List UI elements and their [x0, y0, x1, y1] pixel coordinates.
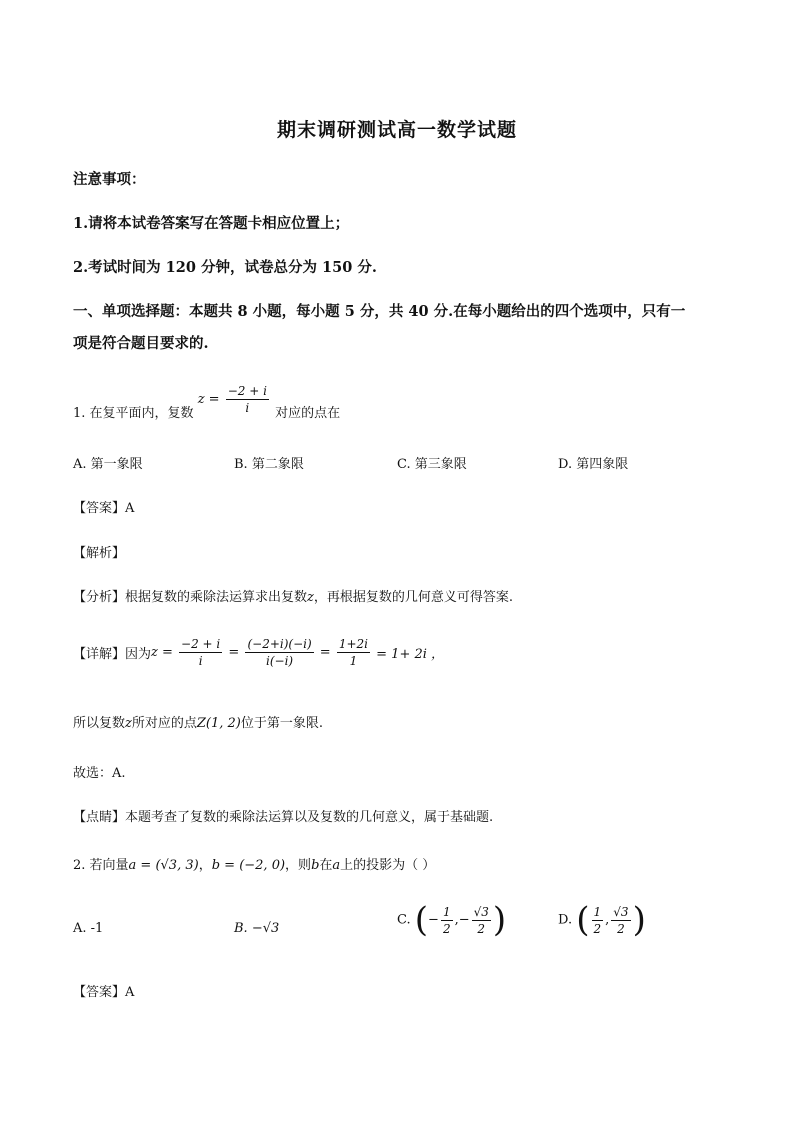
- q1-prefix: 1. 在复平面内，复数: [73, 406, 194, 421]
- detail-frac-1: [179, 636, 222, 669]
- question-1: [73, 378, 340, 421]
- q2-option-c-open-paren: (: [414, 900, 429, 940]
- q1-answer: A: [125, 501, 135, 516]
- fenxi-text-a: 根据复数的乘除法运算求出复数: [125, 590, 308, 605]
- notice-item-2: 2.考试时间为 120 分钟，试卷总分为 150 分.: [73, 259, 377, 276]
- detail-eq-2: =: [319, 645, 331, 660]
- q1-z-eq: z =: [197, 392, 220, 407]
- q1-fraction: [226, 383, 269, 416]
- q2-option-d: [558, 900, 646, 940]
- answer-tag: 【答案】: [73, 985, 126, 1000]
- detail-result: = 1+ 2i ，: [376, 647, 445, 662]
- q2-option-b: B. −√3: [234, 921, 280, 936]
- q2-option-c-comma: ,−: [454, 912, 470, 928]
- section-1-line-2: 项是符合题目要求的.: [73, 335, 209, 352]
- q2-option-d-label: D.: [558, 912, 573, 928]
- q1-fraction-num: −2 + i: [227, 384, 267, 398]
- q1-answer-line: [73, 497, 134, 516]
- notice-item-1: 1.请将本试卷答案写在答题卡相应位置上；: [73, 215, 350, 232]
- conclusion-var: z: [125, 716, 132, 731]
- detail-frac-3: [337, 636, 370, 669]
- q2-option-d-comma: ,: [605, 912, 610, 928]
- detail-frac-1-den: i: [198, 654, 203, 668]
- notice-heading: 注意事项：: [73, 171, 146, 188]
- q1-detail-line: [73, 636, 444, 669]
- q1-fenxi-line: [73, 586, 513, 605]
- q1-comment: [73, 806, 493, 825]
- q2-a: a: [332, 858, 341, 873]
- fenxi-var: z: [307, 590, 314, 605]
- question-2: [73, 854, 435, 873]
- detail-prefix: 因为: [125, 647, 152, 662]
- q1-option-d: D. 第四象限: [558, 457, 629, 472]
- q2-vec-b: b = (−2, 0): [211, 858, 286, 873]
- q1-conclusion: [73, 712, 323, 731]
- q2-option-c: [397, 900, 506, 940]
- q2-option-d-frac-1-den: 2: [593, 921, 602, 936]
- detail-frac-3-den: 1: [349, 654, 358, 668]
- q2-prefix: 2. 若向量: [73, 858, 129, 873]
- q2-option-c-frac-2: [472, 904, 491, 937]
- q1-choose: 故选：A.: [73, 766, 126, 781]
- q2-sep: ，: [198, 858, 212, 873]
- page-title: 期末调研测试高一数学试题: [276, 119, 517, 141]
- q2-option-c-frac-1: [441, 904, 453, 937]
- q2-option-d-frac-2: [611, 904, 630, 937]
- comment-text: 本题考查了复数的乘除法运算以及复数的几何意义，属于基础题.: [125, 810, 494, 825]
- q2-option-c-close-paren: ): [492, 900, 507, 940]
- q1-fraction-den: i: [245, 401, 250, 415]
- q1-analysis-tag: 【解析】: [73, 546, 126, 561]
- q2-option-d-frac-2-den: 2: [617, 921, 625, 936]
- q1-suffix: 对应的点在: [275, 406, 341, 421]
- q2-option-d-frac-2-num: √3: [613, 904, 629, 919]
- q2-option-d-open-paren: (: [576, 900, 590, 940]
- conclusion-a: 所以复数: [73, 716, 126, 731]
- q2-option-c-frac-1-den: 2: [442, 921, 451, 936]
- fenxi-text-b: ，再根据复数的几何意义可得答案.: [313, 590, 514, 605]
- comment-tag: 【点睛】: [73, 810, 126, 825]
- q2-b: b: [311, 858, 320, 873]
- detail-tag: 【详解】: [73, 647, 126, 662]
- q2-answer-line: [73, 981, 134, 1000]
- conclusion-c: 位于第一象限.: [240, 716, 324, 731]
- q2-vec-a: a = (√3, 3): [128, 858, 199, 873]
- conclusion-b: 所对应的点: [131, 716, 197, 731]
- q1-option-a: A. 第一象限: [73, 457, 143, 472]
- answer-tag: 【答案】: [73, 501, 126, 516]
- q2-option-d-frac-1: [592, 904, 604, 937]
- detail-frac-2-num: (−2+i)(−i): [247, 637, 312, 651]
- detail-z-eq: z =: [151, 645, 173, 660]
- detail-eq-1: =: [228, 645, 240, 660]
- q2-on: 在: [319, 858, 333, 873]
- detail-frac-2: [245, 636, 313, 669]
- q2-option-c-label: C.: [397, 912, 411, 928]
- detail-frac-1-num: −2 + i: [181, 637, 221, 651]
- q2-option-c-frac-1-num: 1: [442, 904, 451, 919]
- conclusion-point: Z(1, 2): [196, 716, 241, 731]
- detail-frac-2-den: i(−i): [266, 654, 294, 668]
- q2-option-d-close-paren: ): [632, 900, 646, 940]
- q2-option-d-frac-1-num: 1: [593, 904, 602, 919]
- section-1-line-1: 一、单项选择题：本题共 8 小题，每小题 5 分，共 40 分.在每小题给出的四个选项中，只有一: [73, 303, 686, 320]
- q1-option-b: B. 第二象限: [234, 457, 304, 472]
- q2-option-c-frac-2-den: 2: [477, 921, 486, 936]
- q2-answer: A: [125, 985, 135, 1000]
- q2-option-c-minus-1: −: [428, 912, 439, 928]
- q1-option-c: C. 第三象限: [397, 457, 467, 472]
- q2-option-a: A. -1: [73, 921, 104, 936]
- q2-mid: ，则: [285, 858, 312, 873]
- detail-frac-3-num: 1+2i: [338, 637, 369, 651]
- q2-option-c-frac-2-num: √3: [473, 904, 489, 919]
- fenxi-tag: 【分析】: [73, 590, 126, 605]
- q2-suffix: 上的投影为（ ）: [340, 858, 436, 873]
